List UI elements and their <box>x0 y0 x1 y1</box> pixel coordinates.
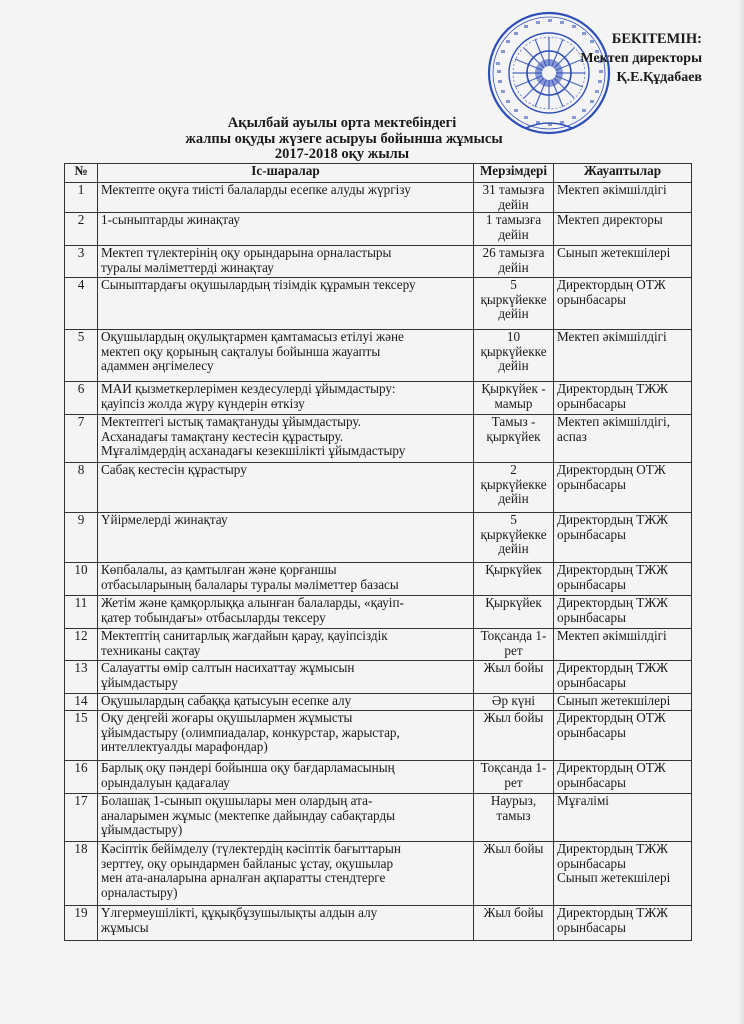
table-row <box>65 246 692 278</box>
approval-block <box>580 30 702 87</box>
row-activity: Кәсіптік бейімделу (түлектердің кәсіптік бағыттарын зерттеу, оқу орындармен байланыс ұстау, оқушылар мен ата-аналарына арналған ақпаратты стендтерге орналастыру) <box>98 842 474 906</box>
row-number: 14 <box>65 694 98 711</box>
row-responsible: Сынып жетекшілері <box>554 694 692 711</box>
row-responsible: Директордың ТЖЖ орынбасары <box>554 661 692 694</box>
row-number: 8 <box>65 463 98 513</box>
row-number: 4 <box>65 278 98 330</box>
row-activity: Үлгермеушілікті, құқықбұзушылықты алдын алу жұмысы <box>98 906 474 941</box>
row-deadline: 31 тамызға дейін <box>474 183 554 213</box>
approval-heading: БЕКІТЕМІН: <box>611 31 702 47</box>
row-deadline: 1 тамызға дейін <box>474 213 554 246</box>
row-deadline: 5 қыркүйекке дейін <box>474 513 554 563</box>
row-responsible: Директордың ОТЖ орынбасары <box>554 711 692 761</box>
row-number: 11 <box>65 596 98 629</box>
header-responsible: Жауаптылар <box>554 164 692 183</box>
row-deadline: Наурыз, тамыз <box>474 794 554 842</box>
row-activity: Көпбалалы, аз қамтылған және қорғаншы отбасыларының балалары туралы мәліметтер базасы <box>98 563 474 596</box>
row-responsible: Директордың ОТЖ орынбасары <box>554 278 692 330</box>
table-header-row <box>65 164 692 183</box>
row-number: 2 <box>65 213 98 246</box>
row-number: 19 <box>65 906 98 941</box>
row-responsible: Мектеп әкімшілдігі <box>554 183 692 213</box>
table-row <box>65 842 692 906</box>
row-number: 10 <box>65 563 98 596</box>
row-deadline: Тоқсанда 1- рет <box>474 761 554 794</box>
row-number: 3 <box>65 246 98 278</box>
row-deadline: 5 қыркүйекке дейін <box>474 278 554 330</box>
row-activity: Салауатты өмір салтын насихаттау жұмысын ұйымдастыру <box>98 661 474 694</box>
table-row <box>65 906 692 941</box>
row-activity: Болашақ 1-сынып оқушылары мен олардың ата- аналарымен жұмыс (мектепке дайындау сабақтарды ұйымдастыру) <box>98 794 474 842</box>
row-responsible: Мектеп директоры <box>554 213 692 246</box>
row-deadline: Қыркүйек <box>474 596 554 629</box>
table-body <box>65 183 692 941</box>
row-activity: Мектепте оқуға тиісті балаларды есепке алуды жүргізу <box>98 183 474 213</box>
row-responsible: Директордың ТЖЖ орынбасары <box>554 596 692 629</box>
row-number: 7 <box>65 415 98 463</box>
table-row <box>65 463 692 513</box>
row-activity: Оқу деңгейі жоғары оқушылармен жұмысты ұйымдастыру (олимпиадалар, конкурстар, жарыстар, интеллектуалды марафондар) <box>98 711 474 761</box>
activity-plan-table <box>64 163 692 941</box>
row-deadline: Жыл бойы <box>474 711 554 761</box>
row-responsible: Директордың ОТЖ орынбасары <box>554 761 692 794</box>
table-row <box>65 513 692 563</box>
row-activity: 1-сыныптарды жинақтау <box>98 213 474 246</box>
row-deadline: Қыркүйек <box>474 563 554 596</box>
row-number: 9 <box>65 513 98 563</box>
row-number: 15 <box>65 711 98 761</box>
row-activity: МАИ қызметкерлерімен кездесулерді ұйымдастыру: қауіпсіз жолда жүру күндерін өткізу <box>98 382 474 415</box>
table-row <box>65 661 692 694</box>
row-responsible: Мектеп әкімшілдігі <box>554 629 692 661</box>
row-activity: Мектептегі ыстық тамақтануды ұйымдастыру. Асханадағы тамақтану кестесін құрастыру. Мұғалімдердің асханадағы кезекшілікті ұйымдастыру <box>98 415 474 463</box>
row-responsible: Директордың ТЖЖ орынбасары Сынып жетекшілері <box>554 842 692 906</box>
header-number: № <box>65 164 98 183</box>
row-responsible: Мұғалімі <box>554 794 692 842</box>
row-number: 6 <box>65 382 98 415</box>
row-responsible: Сынып жетекшілері <box>554 246 692 278</box>
row-deadline: 2 қыркүйекке дейін <box>474 463 554 513</box>
row-responsible: Мектеп әкімшілдігі <box>554 330 692 382</box>
row-number: 12 <box>65 629 98 661</box>
table-row <box>65 694 692 711</box>
row-responsible: Мектеп әкімшілдігі, аспаз <box>554 415 692 463</box>
row-responsible: Директордың ТЖЖ орынбасары <box>554 382 692 415</box>
row-activity: Оқушылардың оқулықтармен қамтамасыз етілуі және мектеп оқу қорының сақталуы бойынша жауапты адаммен әңгімелесу <box>98 330 474 382</box>
document-title-line2: жалпы оқуды жүзеге асыруы бойынша жұмысы <box>185 131 503 147</box>
document-title-line1: Ақылбай ауылы орта мектебіндегі <box>227 115 457 131</box>
table-row <box>65 183 692 213</box>
row-activity: Барлық оқу пәндері бойынша оқу бағдарламасының орындалуын қадағалау <box>98 761 474 794</box>
row-deadline: 26 тамызға дейін <box>474 246 554 278</box>
row-responsible: Директордың ТЖЖ орынбасары <box>554 513 692 563</box>
row-deadline: Тамыз - қыркүйек <box>474 415 554 463</box>
table-row <box>65 330 692 382</box>
row-activity: Сыныптардағы оқушылардың тізімдік құрамын тексеру <box>98 278 474 330</box>
row-deadline: Жыл бойы <box>474 842 554 906</box>
page-edge-shadow <box>738 0 744 1024</box>
row-number: 5 <box>65 330 98 382</box>
row-activity: Үйірмелерді жинақтау <box>98 513 474 563</box>
table-row <box>65 382 692 415</box>
row-activity: Жетім және қамқорлыққа алынған балаларды, «қауіп- қатер тобындағы» отбасыларды тексеру <box>98 596 474 629</box>
row-responsible: Директордың ОТЖ орынбасары <box>554 463 692 513</box>
table-row <box>65 794 692 842</box>
row-number: 17 <box>65 794 98 842</box>
row-activity: Оқушылардың сабаққа қатысуын есепке алу <box>98 694 474 711</box>
row-deadline: Тоқсанда 1- рет <box>474 629 554 661</box>
approval-signatory: Қ.Е.Құдабаев <box>616 70 702 85</box>
row-deadline: Жыл бойы <box>474 906 554 941</box>
header-deadlines: Мерзімдері <box>474 164 554 183</box>
row-activity: Мектептің санитарлық жағдайын қарау, қауіпсіздік техниканы сақтау <box>98 629 474 661</box>
row-deadline: Әр күні <box>474 694 554 711</box>
row-responsible: Директордың ТЖЖ орынбасары <box>554 563 692 596</box>
row-deadline: Қыркүйек - мамыр <box>474 382 554 415</box>
row-number: 16 <box>65 761 98 794</box>
table-row <box>65 213 692 246</box>
table-row <box>65 563 692 596</box>
row-activity: Сабақ кестесін құрастыру <box>98 463 474 513</box>
row-number: 13 <box>65 661 98 694</box>
table-row <box>65 761 692 794</box>
table-row <box>65 596 692 629</box>
row-deadline: Жыл бойы <box>474 661 554 694</box>
table-row <box>65 629 692 661</box>
row-number: 1 <box>65 183 98 213</box>
table-row <box>65 711 692 761</box>
header-activities: Іс-шаралар <box>98 164 474 183</box>
approval-position: Мектеп директоры <box>580 51 702 66</box>
document-title-line3: 2017-2018 оқу жылы <box>274 146 410 162</box>
table-row <box>65 278 692 330</box>
row-activity: Мектеп түлектерінің оқу орындарына орналастыры туралы мәліметтерді жинақтау <box>98 246 474 278</box>
table-row <box>65 415 692 463</box>
row-deadline: 10 қыркүйекке дейін <box>474 330 554 382</box>
row-responsible: Директордың ТЖЖ орынбасары <box>554 906 692 941</box>
row-number: 18 <box>65 842 98 906</box>
